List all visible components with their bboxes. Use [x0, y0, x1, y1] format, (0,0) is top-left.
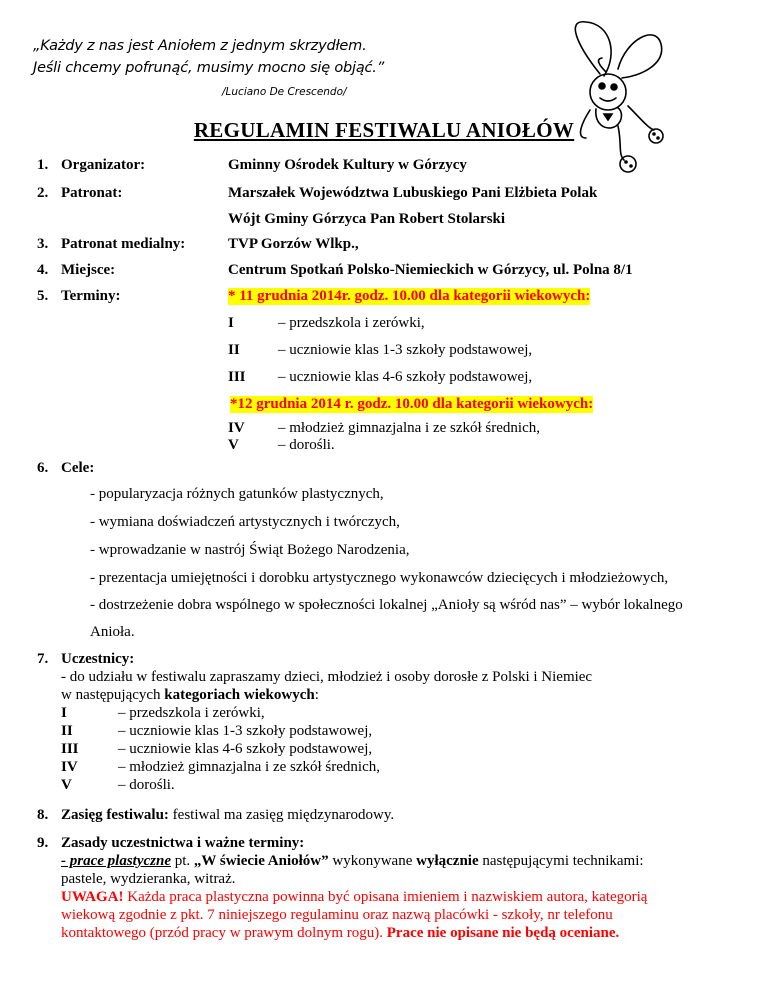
section-8-number: 8. — [37, 807, 49, 823]
quote-line-2: Jeśli chcemy pofrunąć, musimy mocno się objąć.” — [33, 60, 385, 76]
category-code: IV — [61, 759, 78, 775]
group-2-text: – młodzież gimnazjalna i ze szkół średnich, — [278, 420, 540, 436]
category-code: I — [61, 705, 67, 721]
category-code: II — [61, 723, 73, 739]
warning-text-1: Każda praca plastyczna powinna być opisana imieniem i nazwiskiem autora, kategorią — [123, 889, 648, 905]
angel-illustration-icon — [556, 14, 668, 174]
section-8-line — [61, 807, 394, 824]
section-7-number: 7. — [37, 651, 49, 667]
warning-line-1 — [61, 889, 647, 906]
section-9-number: 9. — [37, 835, 49, 851]
group-2-text: – dorośli. — [278, 437, 335, 453]
page-title: REGULAMIN FESTIWALU ANIOŁÓW — [193, 118, 575, 142]
goal-item: - popularyzacja różnych gatunków plastycznych, — [90, 486, 384, 502]
rules-works-label: - prace plastyczne — [61, 853, 171, 869]
group-2-code: V — [228, 437, 239, 453]
participants-line-2-post: : — [314, 687, 319, 703]
section-1-number: 1. — [37, 157, 49, 173]
participants-line-2 — [61, 687, 319, 704]
section-3-label: Patronat medialny: — [61, 236, 186, 252]
section-1-label: Organizator: — [61, 157, 146, 173]
section-5-label: Terminy: — [61, 288, 121, 304]
date-1-highlight: * 11 grudnia 2014r. godz. 10.00 dla kategorii wiekowych: — [228, 288, 591, 304]
group-1-text: – przedszkola i zerówki, — [278, 315, 425, 331]
group-1-text: – uczniowie klas 4-6 szkoły podstawowej, — [278, 369, 533, 385]
participants-line-2-bold: kategoriach wiekowych — [164, 687, 315, 703]
rules-made: wykonywane — [328, 853, 417, 869]
section-8-label: Zasięg festiwalu: — [61, 807, 169, 823]
category-text: – przedszkola i zerówki, — [118, 705, 265, 721]
category-text: – młodzież gimnazjalna i ze szkół średnich, — [118, 759, 380, 775]
category-code: V — [61, 777, 72, 793]
section-3-number: 3. — [37, 236, 49, 252]
section-7-label: Uczestnicy: — [61, 651, 135, 667]
section-1-value: Gminny Ośrodek Kultury w Górzycy — [228, 157, 467, 173]
section-5-number: 5. — [37, 288, 49, 304]
goal-item: - prezentacja umiejętności i dorobku artystycznego wykonawców dziecięcych i młodzieżowych, — [90, 570, 669, 586]
section-8-value: festiwal ma zasięg międzynarodowy. — [168, 807, 395, 823]
goal-item: - wprowadzanie w nastrój Świąt Bożego Narodzenia, — [90, 542, 410, 558]
warning-bold-note: Prace nie opisane nie będą oceniane. — [386, 925, 620, 941]
section-2-number: 2. — [37, 185, 49, 201]
rules-line-1 — [61, 853, 644, 870]
group-1-code: III — [228, 369, 246, 385]
section-3-value: TVP Gorzów Wlkp., — [228, 236, 359, 252]
group-1-code: II — [228, 342, 240, 358]
group-2-code: IV — [228, 420, 245, 436]
goal-item: Anioła. — [90, 624, 135, 640]
warning-line-2: wiekową zgodnie z pkt. 7 niniejszego regulaminu oraz nazwą placówki - szkoły, nr telefonu — [61, 907, 613, 923]
category-text: – uczniowie klas 1-3 szkoły podstawowej, — [118, 723, 373, 739]
section-6-label: Cele: — [61, 460, 95, 476]
rules-pt: pt. — [170, 853, 194, 869]
category-text: – uczniowie klas 4-6 szkoły podstawowej, — [118, 741, 373, 757]
participants-line-1: - do udziału w festiwalu zapraszamy dzieci, młodzież i osoby dorosłe z Polski i Niemiec — [61, 669, 593, 685]
warning-label: UWAGA! — [61, 889, 124, 905]
rules-techniques: następującymi technikami: — [478, 853, 644, 869]
section-6-number: 6. — [37, 460, 49, 476]
quote-line-1: „Każdy z nas jest Aniołem z jednym skrzydłem. — [33, 38, 367, 54]
section-4-number: 4. — [37, 262, 49, 278]
rules-only: wyłącznie — [416, 853, 479, 869]
section-2-value-2: Wójt Gminy Górzyca Pan Robert Stolarski — [228, 211, 506, 227]
warning-text-3: kontaktowego (przód pracy w prawym dolnym rogu). — [61, 925, 387, 941]
warning-line-3 — [61, 925, 619, 942]
section-2-value-1: Marszałek Województwa Lubuskiego Pani Elżbieta Polak — [228, 185, 598, 201]
goal-item: - dostrzeżenie dobra wspólnego w społeczności lokalnej „Anioły są wśród nas” – wybór lokalnego — [90, 597, 683, 613]
section-4-value: Centrum Spotkań Polsko-Niemieckich w Górzycy, ul. Polna 8/1 — [228, 262, 633, 278]
rules-line-2: pastele, wydzieranka, witraż. — [61, 871, 236, 887]
rules-theme: „W świecie Aniołów” — [193, 853, 329, 869]
participants-line-2-pre: w następujących — [61, 687, 165, 703]
quote-author: /Luciano De Crescendo/ — [222, 86, 347, 98]
category-text: – dorośli. — [118, 777, 175, 793]
group-1-text: – uczniowie klas 1-3 szkoły podstawowej, — [278, 342, 533, 358]
goal-item: - wymiana doświadczeń artystycznych i twórczych, — [90, 514, 400, 530]
group-1-code: I — [228, 315, 234, 331]
date-2-highlight: *12 grudnia 2014 r. godz. 10.00 dla kategorii wiekowych: — [230, 396, 594, 412]
category-code: III — [61, 741, 79, 757]
section-2-label: Patronat: — [61, 185, 123, 201]
section-4-label: Miejsce: — [61, 262, 116, 278]
section-9-label: Zasady uczestnictwa i ważne terminy: — [61, 835, 305, 851]
